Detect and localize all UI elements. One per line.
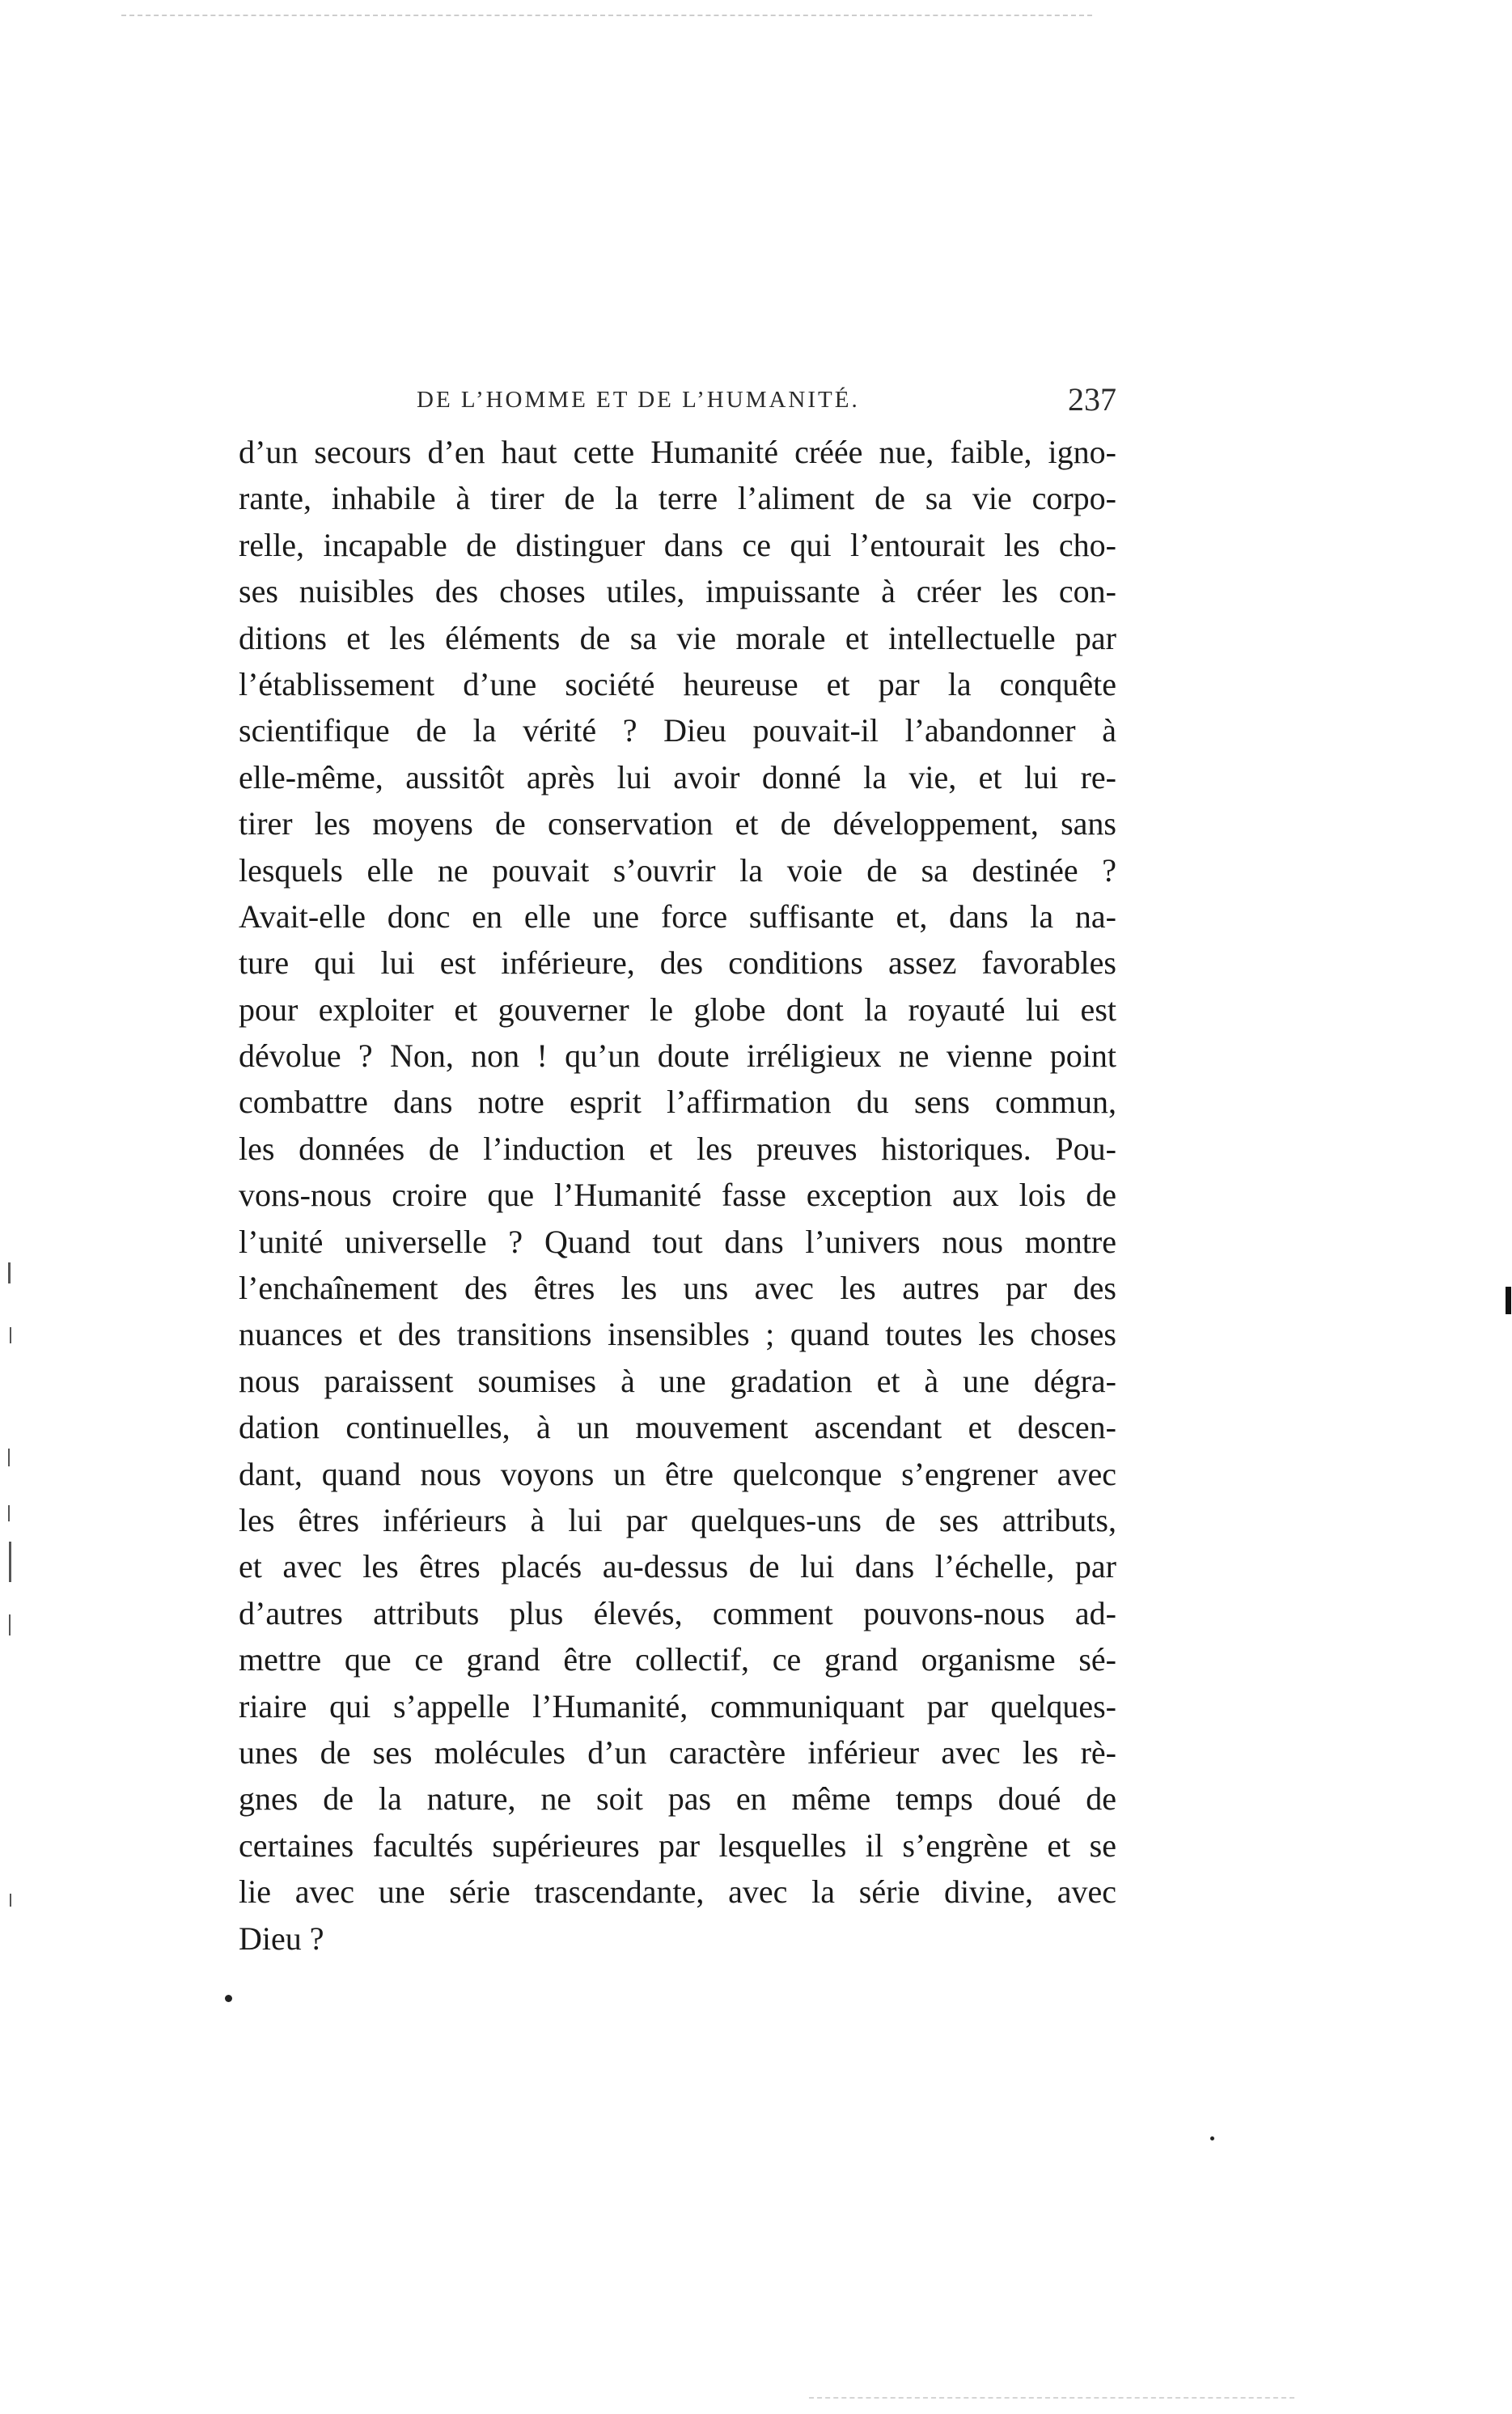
ink-dot — [1210, 2136, 1214, 2140]
text-line: l’établissement d’une société heureuse et par la conquête — [239, 665, 1116, 702]
text-line: vons-nous croire que l’Humanité fasse exception aux lois de — [239, 1177, 1116, 1214]
margin-mark — [10, 1327, 11, 1343]
text-line: ditions et les éléments de sa vie morale et intellectuelle par — [239, 619, 1116, 656]
margin-mark — [1506, 1287, 1511, 1314]
margin-mark — [8, 1262, 11, 1283]
text-line: d’un secours d’en haut cette Humanité créée nue, faible, igno- — [239, 434, 1116, 470]
text-line: dévolue ? Non, non ! qu’un doute irréligieux ne vienne point — [239, 1037, 1116, 1075]
text-line: lesquels elle ne pouvait s’ouvrir la voie de sa destinée ? — [239, 851, 1116, 889]
text-line: relle, incapable de distinguer dans ce qui l’entourait les cho- — [239, 526, 1116, 563]
text-line: d’autres attributs plus élevés, comment pouvons-nous ad- — [239, 1594, 1116, 1631]
text-line: dant, quand nous voyons un être quelconque s’engrener avec — [239, 1455, 1116, 1492]
scan-edge-bottom — [809, 2397, 1294, 2400]
text-line: les données de l’induction et les preuves historiques. Pou- — [239, 1130, 1116, 1167]
text-line: nous paraissent soumises à une gradation et à une dégra- — [239, 1362, 1116, 1399]
margin-mark — [8, 1449, 10, 1466]
text-line: gnes de la nature, ne soit pas en même temps doué de — [239, 1780, 1116, 1818]
text-line: Avait-elle donc en elle une force suffisante et, dans la na- — [239, 897, 1116, 935]
text-line: scientifique de la vérité ? Dieu pouvait-il l’abandonner à — [239, 712, 1116, 749]
margin-mark — [9, 1542, 11, 1582]
text-line: Dieu ? — [239, 1920, 324, 1957]
page-number: 237 — [1068, 381, 1116, 418]
text-line: pour exploiter et gouverner le globe dont la royauté lui est — [239, 991, 1116, 1028]
margin-mark — [8, 1505, 10, 1521]
body-text — [239, 429, 1116, 1962]
text-line: mettre que ce grand être collectif, ce grand organisme sé- — [239, 1641, 1116, 1678]
text-line: riaire qui s’appelle l’Humanité, communiquant par quelques- — [239, 1687, 1116, 1725]
text-line: dation continuelles, à un mouvement ascendant et descen- — [239, 1409, 1116, 1446]
text-line: l’enchaînement des êtres les uns avec les autres par des — [239, 1270, 1116, 1307]
text-line: ture qui lui est inférieure, des conditions assez favorables — [239, 944, 1116, 982]
running-title: DE L’HOMME ET DE L’HUMANITÉ. — [417, 387, 860, 413]
margin-mark — [9, 1614, 11, 1635]
text-line: elle-même, aussitôt après lui avoir donné la vie, et lui re- — [239, 758, 1116, 795]
page — [239, 380, 1116, 1962]
margin-mark — [10, 1894, 11, 1907]
text-line: unes de ses molécules d’un caractère inférieur avec les rè- — [239, 1733, 1116, 1771]
text-line: rante, inhabile à tirer de la terre l’aliment de sa vie corpo- — [239, 480, 1116, 517]
ink-dot — [225, 1995, 232, 2002]
text-line: ses nuisibles des choses utiles, impuissante à créer les con- — [239, 573, 1116, 610]
text-line: certaines facultés supérieures par lesquelles il s’engrène et se — [239, 1826, 1116, 1864]
text-line: nuances et des transitions insensibles ; quand toutes les choses — [239, 1316, 1116, 1353]
text-line: lie avec une série trascendante, avec la série divine, avec — [239, 1873, 1116, 1911]
text-line: et avec les êtres placés au-dessus de lui dans l’échelle, par — [239, 1548, 1116, 1585]
text-line: combattre dans notre esprit l’affirmation du sens commun, — [239, 1084, 1116, 1121]
scan-edge-top — [121, 15, 1092, 18]
text-line: l’unité universelle ? Quand tout dans l’univers nous montre — [239, 1223, 1116, 1260]
text-line: les êtres inférieurs à lui par quelques-uns de ses attributs, — [239, 1501, 1116, 1538]
running-head — [239, 380, 1116, 427]
text-line: tirer les moyens de conservation et de développement, sans — [239, 805, 1116, 842]
